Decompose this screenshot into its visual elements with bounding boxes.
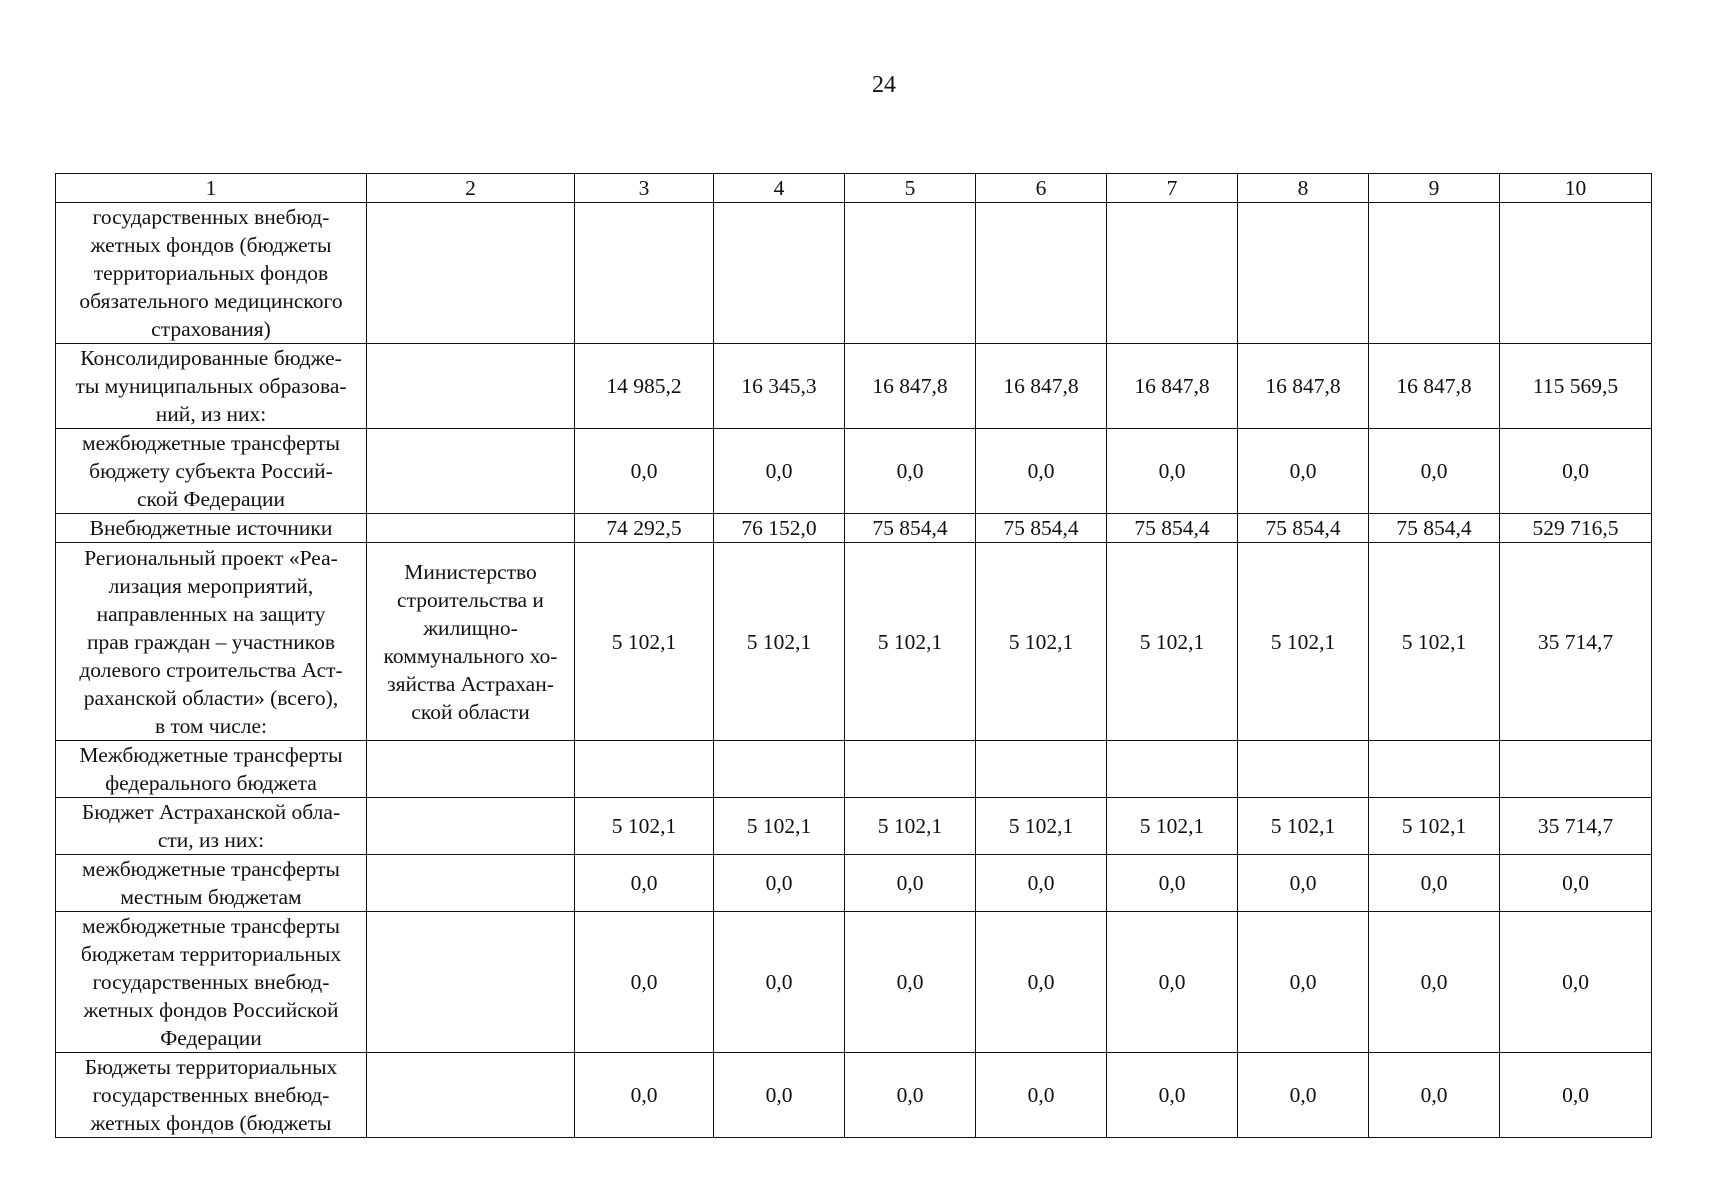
value-cell: 16 847,8 [1107,344,1238,429]
value-cell: 0,0 [976,912,1107,1053]
column-number: 8 [1238,174,1369,203]
value-cell: 5 102,1 [845,543,976,741]
row-label-line: государственных внебюд- [92,205,330,229]
value-cell: 0,0 [575,1053,714,1138]
value-cell [1107,203,1238,344]
row-label-line: направленных на защиту [96,601,326,626]
row-label-cell [56,1053,367,1138]
value-cell [845,741,976,798]
row-label-line: местным бюджетам [120,885,302,909]
value-cell: 0,0 [976,1053,1107,1138]
row-label-cell [56,912,367,1053]
row-label-line: межбюджетные трансферты [82,431,340,455]
value-cell: 14 985,2 [575,344,714,429]
value-cell: 5 102,1 [976,798,1107,855]
responsible-cell [367,912,575,1053]
value-cell: 5 102,1 [1238,798,1369,855]
value-cell: 35 714,7 [1500,543,1652,741]
value-cell: 0,0 [976,429,1107,514]
value-cell: 0,0 [575,429,714,514]
table-row [56,741,1652,798]
row-label-cell [56,344,367,429]
value-cell: 5 102,1 [845,798,976,855]
value-cell: 529 716,5 [1500,514,1652,543]
value-cell [714,203,845,344]
row-label-line: Федерации [160,1026,262,1050]
value-cell: 0,0 [714,912,845,1053]
table-row [56,912,1652,1053]
value-cell [1500,203,1652,344]
row-label-cell [56,741,367,798]
responsible-cell [367,1053,575,1138]
row-label-line: Региональный проект «Реа- [84,545,338,570]
value-cell: 0,0 [976,855,1107,912]
row-label-line: Консолидированные бюдже- [80,346,342,370]
value-cell: 75 854,4 [1107,514,1238,543]
value-cell: 0,0 [1238,429,1369,514]
value-cell: 5 102,1 [976,543,1107,741]
column-number: 10 [1500,174,1652,203]
value-cell [575,203,714,344]
row-label-cell [56,203,367,344]
value-cell: 5 102,1 [1238,543,1369,741]
value-cell: 75 854,4 [1238,514,1369,543]
value-cell: 75 854,4 [1369,514,1500,543]
row-label-line: жетных фондов Российской [83,998,339,1022]
row-label-line: бюджету субъекта Россий- [89,459,333,483]
value-cell: 5 102,1 [714,543,845,741]
value-cell: 0,0 [845,1053,976,1138]
responsible-cell [367,514,575,543]
row-label-line: межбюджетные трансферты [82,857,340,881]
value-cell: 75 854,4 [976,514,1107,543]
row-label-line: ской Федерации [136,487,286,511]
responsible-cell [367,543,575,741]
responsible-cell [367,429,575,514]
row-label-line: Бюджет Астраханской обла- [81,800,341,824]
table-row [56,1053,1652,1138]
value-cell: 0,0 [1500,1053,1652,1138]
value-cell [1238,203,1369,344]
value-cell: 0,0 [1107,912,1238,1053]
row-label-line: обязательного медицинского [79,289,343,313]
value-cell: 0,0 [1369,912,1500,1053]
value-cell: 5 102,1 [1107,543,1238,741]
table-row [56,855,1652,912]
value-cell: 74 292,5 [575,514,714,543]
value-cell: 0,0 [1107,429,1238,514]
row-label-line: долевого строительства Аст- [79,657,343,682]
value-cell: 16 847,8 [976,344,1107,429]
value-cell: 0,0 [1107,855,1238,912]
row-label-line: Внебюджетные источники [89,516,333,540]
responsible-cell [367,203,575,344]
row-label-line: ний, из них: [155,402,267,426]
column-number: 6 [976,174,1107,203]
value-cell: 75 854,4 [845,514,976,543]
row-label-line: государственных внебюд- [92,970,330,994]
value-cell: 0,0 [1500,912,1652,1053]
row-label-cell [56,798,367,855]
row-label-line: прав граждан – участников [86,629,336,654]
value-cell: 0,0 [845,912,976,1053]
responsible-cell [367,344,575,429]
column-number: 9 [1369,174,1500,203]
value-cell: 0,0 [1238,855,1369,912]
value-cell: 0,0 [1369,1053,1500,1138]
value-cell: 0,0 [1369,429,1500,514]
column-number: 5 [845,174,976,203]
row-label-cell [56,514,367,543]
value-cell: 35 714,7 [1500,798,1652,855]
column-number: 7 [1107,174,1238,203]
value-cell: 5 102,1 [575,543,714,741]
column-number: 3 [575,174,714,203]
row-label-line: государственных внебюд- [92,1083,330,1107]
value-cell [1107,741,1238,798]
value-cell [1500,741,1652,798]
table-row [56,344,1652,429]
value-cell [976,741,1107,798]
row-label-line: межбюджетные трансферты [82,914,340,938]
responsible-line: жилищно- [423,615,518,640]
value-cell [575,741,714,798]
value-cell: 16 847,8 [1238,344,1369,429]
row-label-line: ты муниципальных образова- [75,374,347,398]
row-label-line: жетных фондов (бюджеты [90,1111,332,1135]
value-cell: 16 847,8 [1369,344,1500,429]
value-cell: 0,0 [1238,912,1369,1053]
table-row [56,798,1652,855]
responsible-line: зяйства Астрахан- [387,671,554,696]
row-label-line: жетных фондов (бюджеты [90,233,332,257]
responsible-line: коммунального хо- [383,643,558,668]
responsible-cell [367,741,575,798]
value-cell: 76 152,0 [714,514,845,543]
value-cell: 115 569,5 [1500,344,1652,429]
responsible-cell [367,855,575,912]
responsible-cell [367,798,575,855]
value-cell: 0,0 [1500,429,1652,514]
value-cell: 0,0 [1500,855,1652,912]
responsible-line: ской области [411,699,530,724]
row-label-cell [56,429,367,514]
row-label-line: территориальных фондов [93,261,329,285]
table-row [56,543,1652,741]
value-cell: 0,0 [1369,855,1500,912]
value-cell [845,203,976,344]
value-cell: 5 102,1 [714,798,845,855]
value-cell: 0,0 [575,912,714,1053]
responsible-line: Министерство [404,559,537,584]
value-cell: 5 102,1 [1369,543,1500,741]
value-cell: 0,0 [845,429,976,514]
table-body [56,174,1652,1138]
value-cell: 0,0 [714,1053,845,1138]
column-number: 4 [714,174,845,203]
column-number: 2 [367,174,575,203]
row-label-line: страхования) [151,317,271,341]
value-cell [1238,741,1369,798]
value-cell: 5 102,1 [575,798,714,855]
table-row [56,429,1652,514]
row-label-cell [56,855,367,912]
budget-table [55,173,1652,1138]
page-number: 24 [872,72,896,98]
value-cell: 16 847,8 [845,344,976,429]
row-label-line: бюджетам территориальных [80,942,342,966]
table-row [56,203,1652,344]
row-label-line: Бюджеты территориальных [84,1055,338,1079]
responsible-line: строительства и [397,587,544,612]
value-cell: 0,0 [1107,1053,1238,1138]
value-cell: 0,0 [714,429,845,514]
value-cell [976,203,1107,344]
value-cell [1369,741,1500,798]
row-label-line: лизация мероприятий, [108,573,314,598]
value-cell [1369,203,1500,344]
column-number-row [56,174,1652,203]
row-label-line: федерального бюджета [105,771,317,795]
row-label-line: Межбюджетные трансферты [79,743,343,767]
value-cell: 5 102,1 [1369,798,1500,855]
value-cell: 0,0 [845,855,976,912]
row-label-line: раханской области» (всего), [83,685,339,710]
value-cell: 5 102,1 [1107,798,1238,855]
value-cell: 0,0 [714,855,845,912]
row-label-line: в том числе: [154,713,268,738]
row-label-cell [56,543,367,741]
value-cell [714,741,845,798]
value-cell: 16 345,3 [714,344,845,429]
value-cell: 0,0 [575,855,714,912]
column-number: 1 [56,174,367,203]
table-row [56,514,1652,543]
row-label-line: сти, из них: [157,828,265,852]
value-cell: 0,0 [1238,1053,1369,1138]
